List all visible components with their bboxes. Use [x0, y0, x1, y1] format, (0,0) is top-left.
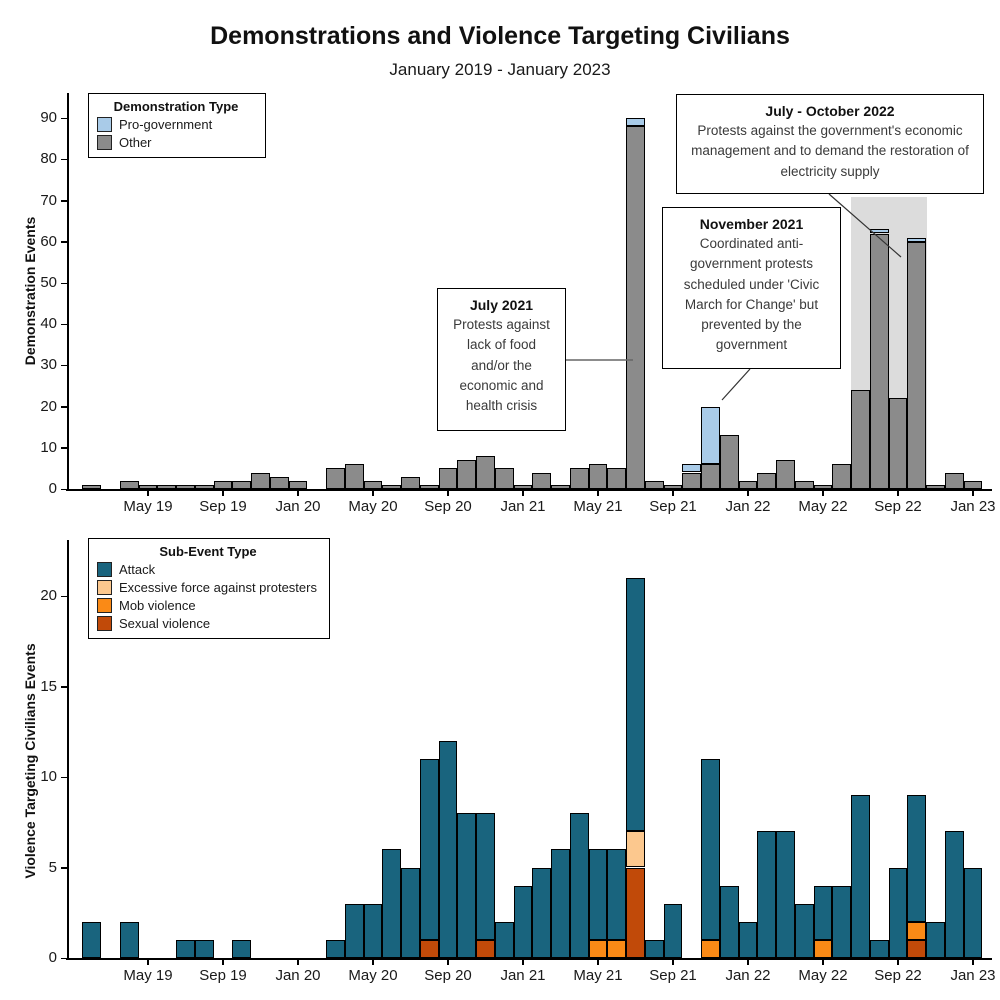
annotation-title: July - October 2022	[765, 103, 895, 119]
bar-segment	[645, 940, 664, 958]
bar-segment	[889, 398, 908, 489]
x-tick-label: Jan 20	[275, 967, 321, 984]
bar-segment	[832, 886, 851, 958]
x-tick-label: Sep 21	[649, 498, 697, 515]
sexual-violence-swatch	[97, 616, 112, 631]
legend-item-label: Sexual violence	[119, 616, 211, 631]
y-tick-mark	[61, 200, 67, 202]
legend-item-label: Excessive force against protesters	[119, 580, 317, 595]
y-tick-mark	[61, 777, 67, 779]
annotation-title: July 2021	[469, 297, 534, 313]
bar-segment	[195, 940, 214, 958]
x-tick-label: Sep 21	[649, 967, 697, 984]
bar-segment	[457, 813, 476, 958]
bar-segment	[401, 477, 420, 489]
bar-segment	[589, 849, 608, 940]
bar-segment	[232, 940, 251, 958]
legend-item-label: Pro-government	[119, 117, 213, 132]
y-tick-mark	[61, 365, 67, 367]
bar-segment	[120, 922, 139, 958]
other-swatch	[97, 135, 112, 150]
x-tick-mark	[972, 960, 974, 965]
x-tick-mark	[522, 491, 524, 496]
bar-segment	[251, 473, 270, 490]
bar-segment	[607, 849, 626, 940]
legend-item-label: Mob violence	[119, 598, 196, 613]
x-tick-mark	[522, 960, 524, 965]
bar-segment	[326, 940, 345, 958]
x-tick-mark	[747, 960, 749, 965]
bar-segment	[232, 481, 251, 489]
x-tick-mark	[597, 960, 599, 965]
x-tick-label: Sep 22	[874, 498, 922, 515]
x-tick-mark	[147, 491, 149, 496]
bar-segment	[720, 435, 739, 489]
y-tick-label: 60	[40, 232, 57, 250]
bar-segment	[607, 468, 626, 489]
x-tick-mark	[822, 960, 824, 965]
bar-segment	[420, 940, 439, 958]
x-tick-mark	[222, 960, 224, 965]
annotation-body: Coordinated anti-government protests scheduled under 'Civic March for Change' but prevented by the government	[683, 236, 820, 353]
bar-segment	[476, 940, 495, 958]
legend-item-label: Attack	[119, 562, 156, 577]
x-tick-label: May 21	[573, 967, 623, 984]
bar-segment	[945, 831, 964, 958]
y-tick-label: 20	[40, 587, 57, 604]
x-tick-mark	[672, 960, 674, 965]
x-tick-mark	[597, 491, 599, 496]
x-tick-label: Jan 23	[950, 967, 996, 984]
legend-item-pro-government	[97, 117, 255, 132]
y-tick-label: 30	[40, 356, 57, 374]
annotation-body: Protests against lack of food and/or the economic and health crisis	[453, 317, 550, 413]
annotation-july-2021	[437, 288, 566, 431]
bar-segment	[907, 940, 926, 958]
bar-segment	[870, 940, 889, 958]
y-tick-mark	[61, 447, 67, 449]
x-tick-label: Jan 20	[275, 498, 321, 515]
y-tick-mark	[61, 596, 67, 598]
x-tick-mark	[897, 960, 899, 965]
bar-segment	[589, 940, 608, 958]
x-axis-spine	[66, 489, 992, 491]
x-tick-label: Jan 23	[950, 498, 996, 515]
bar-segment	[870, 234, 889, 489]
bottom-legend	[88, 538, 330, 639]
bar-segment	[795, 481, 814, 489]
bar-segment	[532, 868, 551, 959]
bar-segment	[926, 922, 945, 958]
bar-segment	[551, 849, 570, 958]
bar-segment	[514, 886, 533, 958]
y-tick-mark	[61, 686, 67, 688]
bar-segment	[626, 578, 645, 831]
y-tick-label: 10	[40, 768, 57, 785]
bar-segment	[120, 481, 139, 489]
y-tick-label: 0	[48, 949, 57, 966]
bar-segment	[382, 849, 401, 958]
bar-segment	[457, 460, 476, 489]
bar-segment	[364, 904, 383, 958]
x-tick-label: May 22	[798, 498, 848, 515]
annotation-november-2021	[662, 207, 841, 369]
bar-segment	[345, 464, 364, 489]
y-tick-mark	[61, 283, 67, 285]
x-tick-label: Sep 19	[199, 498, 247, 515]
bar-segment	[364, 481, 383, 489]
bar-segment	[270, 477, 289, 489]
annotation-body: Protests against the government's economic management and to demand the restoration of electricity supply	[691, 123, 969, 179]
y-tick-mark	[61, 406, 67, 408]
bar-segment	[401, 868, 420, 959]
annotation-july-october-2022	[676, 94, 984, 194]
y-tick-label: 5	[48, 858, 57, 876]
bar-segment	[626, 868, 645, 959]
bar-segment	[476, 813, 495, 940]
y-tick-label: 90	[40, 109, 57, 127]
bar-segment	[345, 904, 364, 958]
y-tick-label: 80	[40, 150, 57, 168]
attack-swatch	[97, 562, 112, 577]
x-tick-label: Jan 21	[500, 498, 546, 515]
x-tick-mark	[147, 960, 149, 965]
x-tick-label: Jan 21	[500, 967, 546, 984]
bar-segment	[907, 922, 926, 940]
x-tick-label: Jan 22	[725, 498, 771, 515]
legend-item-other	[97, 135, 255, 150]
top-legend	[88, 93, 266, 158]
annotation-title: November 2021	[699, 216, 804, 232]
x-tick-mark	[672, 491, 674, 496]
bottom-y-axis-label: Violence Targeting Civilians Events	[22, 643, 38, 879]
x-tick-label: May 19	[123, 967, 173, 984]
top-y-axis-label: Demonstration Events	[22, 216, 38, 366]
x-tick-label: Sep 20	[424, 967, 472, 984]
bar-segment	[832, 464, 851, 489]
y-axis-spine	[67, 540, 69, 960]
bar-segment	[701, 407, 720, 465]
bar-segment	[439, 468, 458, 489]
y-tick-label: 15	[40, 677, 57, 695]
bar-segment	[82, 922, 101, 958]
bar-segment	[757, 831, 776, 958]
bar-segment	[870, 229, 889, 233]
bar-segment	[476, 456, 495, 489]
bar-segment	[532, 473, 551, 490]
bar-segment	[814, 886, 833, 940]
bar-segment	[814, 940, 833, 958]
x-tick-mark	[372, 491, 374, 496]
x-tick-mark	[822, 491, 824, 496]
x-tick-label: Jan 22	[725, 967, 771, 984]
legend-item-label: Other	[119, 135, 152, 150]
bar-segment	[739, 922, 758, 958]
y-tick-label: 70	[40, 191, 57, 209]
bar-segment	[589, 464, 608, 489]
bar-segment	[945, 473, 964, 490]
x-tick-mark	[897, 491, 899, 496]
bar-segment	[907, 242, 926, 489]
legend-item-mob-violence	[97, 598, 319, 613]
y-axis-spine	[67, 93, 69, 491]
x-tick-mark	[447, 491, 449, 496]
y-tick-label: 0	[48, 480, 57, 497]
top-legend-title: Demonstration Type	[113, 99, 239, 114]
x-tick-label: Sep 20	[424, 498, 472, 515]
bar-segment	[889, 868, 908, 959]
bar-segment	[607, 940, 626, 958]
y-tick-mark	[61, 867, 67, 869]
x-tick-label: May 20	[348, 498, 398, 515]
bar-segment	[176, 940, 195, 958]
x-tick-mark	[222, 491, 224, 496]
bar-segment	[701, 759, 720, 940]
bar-segment	[570, 813, 589, 958]
bar-segment	[626, 118, 645, 126]
bar-segment	[776, 460, 795, 489]
bar-segment	[795, 904, 814, 958]
mob-violence-swatch	[97, 598, 112, 613]
y-tick-label: 40	[40, 315, 57, 333]
x-tick-mark	[747, 491, 749, 496]
x-tick-label: May 19	[123, 498, 173, 515]
bar-segment	[907, 795, 926, 922]
x-tick-mark	[297, 960, 299, 965]
y-tick-mark	[61, 118, 67, 120]
bar-segment	[776, 831, 795, 958]
y-tick-mark	[61, 159, 67, 161]
y-tick-label: 10	[40, 438, 57, 456]
pro-government-swatch	[97, 117, 112, 132]
bar-segment	[720, 886, 739, 958]
bar-segment	[851, 795, 870, 958]
bar-segment	[682, 473, 701, 490]
x-tick-mark	[447, 960, 449, 965]
bar-segment	[682, 464, 701, 472]
legend-item-attack	[97, 562, 319, 577]
x-tick-mark	[372, 960, 374, 965]
bar-segment	[739, 481, 758, 489]
y-tick-label: 20	[40, 397, 57, 415]
y-tick-mark	[61, 958, 67, 960]
bar-segment	[664, 904, 683, 958]
bottom-legend-title: Sub-Event Type	[159, 544, 257, 559]
bar-segment	[701, 940, 720, 958]
y-tick-mark	[61, 241, 67, 243]
bar-segment	[495, 922, 514, 958]
bar-segment	[907, 238, 926, 242]
bar-segment	[701, 464, 720, 489]
excessive-force-swatch	[97, 580, 112, 595]
bar-segment	[626, 831, 645, 867]
x-tick-label: May 21	[573, 498, 623, 515]
y-tick-mark	[61, 489, 67, 491]
bar-segment	[289, 481, 308, 489]
bar-segment	[326, 468, 345, 489]
bar-segment	[495, 468, 514, 489]
x-tick-mark	[297, 491, 299, 496]
legend-item-sexual-violence	[97, 616, 319, 631]
bar-segment	[964, 868, 983, 959]
bar-segment	[439, 741, 458, 958]
bar-segment	[570, 468, 589, 489]
x-tick-label: May 20	[348, 967, 398, 984]
page-subtitle: January 2019 - January 2023	[389, 60, 611, 79]
page-title: Demonstrations and Violence Targeting Civilians	[210, 22, 790, 50]
bar-segment	[214, 481, 233, 489]
y-tick-label: 50	[40, 274, 57, 291]
x-tick-label: May 22	[798, 967, 848, 984]
x-tick-label: Sep 19	[199, 967, 247, 984]
y-tick-mark	[61, 324, 67, 326]
x-tick-mark	[972, 491, 974, 496]
x-tick-label: Sep 22	[874, 967, 922, 984]
legend-item-excessive-force	[97, 580, 319, 595]
x-axis-spine	[66, 958, 992, 960]
bar-segment	[851, 390, 870, 489]
bar-segment	[757, 473, 776, 490]
bar-segment	[420, 759, 439, 940]
bar-segment	[645, 481, 664, 489]
bar-segment	[964, 481, 983, 489]
bar-segment	[626, 126, 645, 489]
